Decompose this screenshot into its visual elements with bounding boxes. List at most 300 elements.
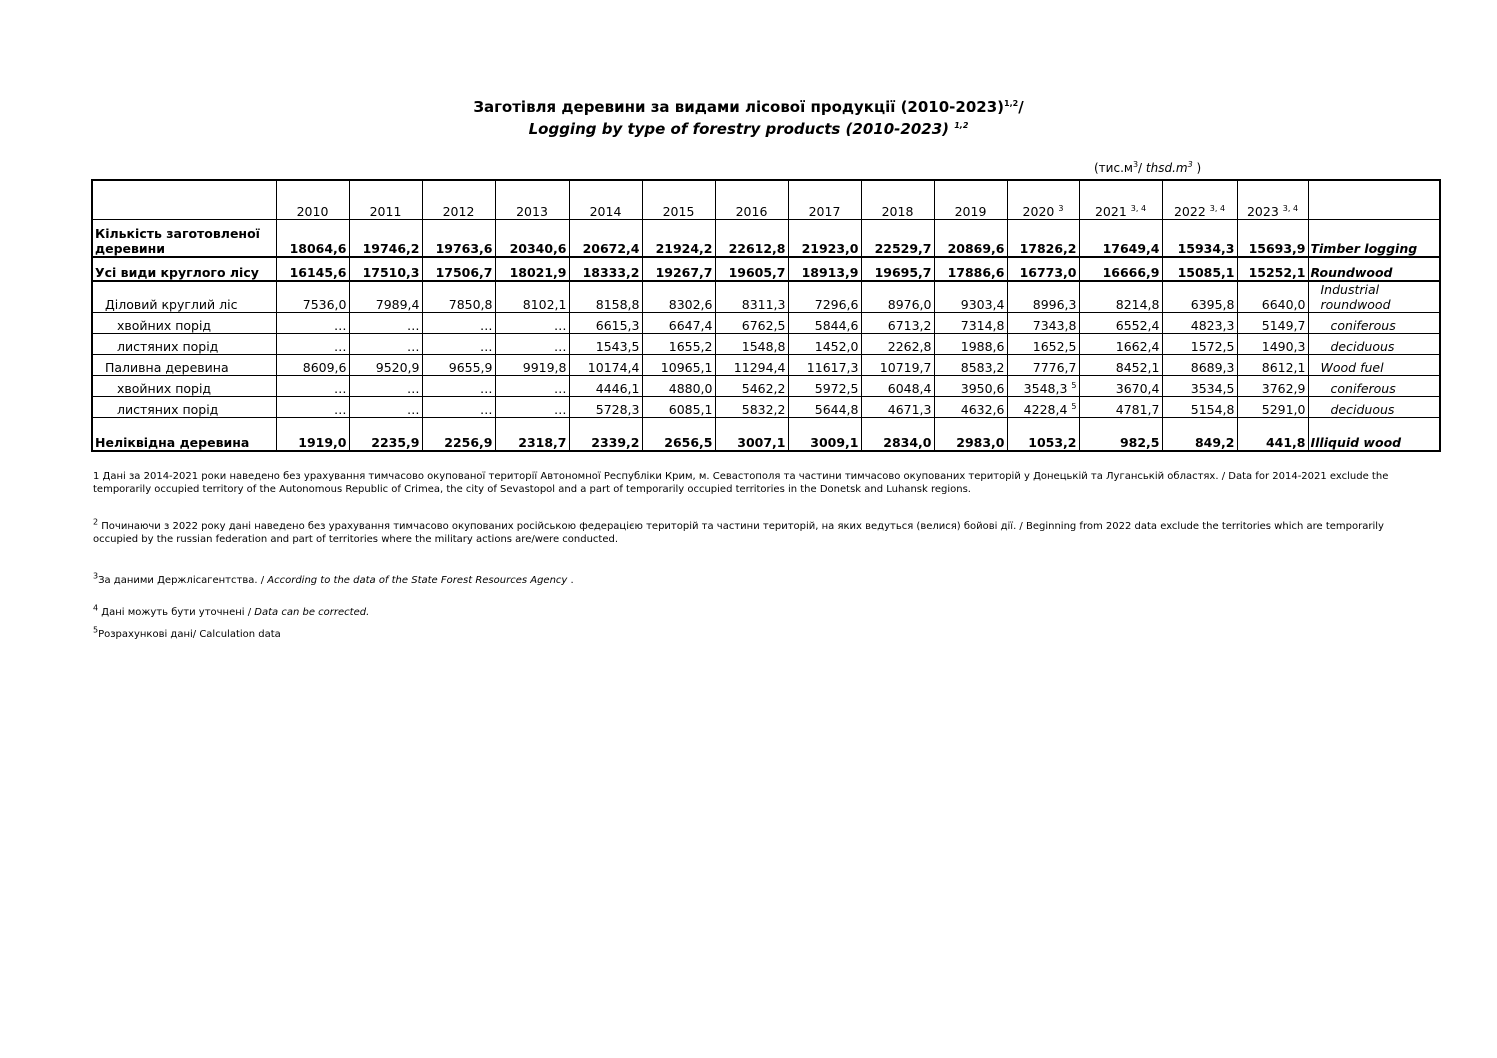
cell-value: 5462,2 (741, 381, 786, 396)
cell-value: 8452,1 (1115, 360, 1160, 375)
cell-value: 2339,2 (591, 435, 640, 450)
row-label-en: deciduous (1308, 334, 1440, 355)
cell-value: 8311,3 (741, 297, 786, 312)
row-label-ua: хвойних порід (92, 376, 276, 397)
cell-value: 2262,8 (887, 339, 932, 354)
value-cell (1079, 334, 1162, 355)
value-cell (422, 281, 495, 313)
value-cell (715, 257, 788, 281)
cell-value: 1543,5 (595, 339, 640, 354)
year-header (495, 180, 569, 220)
value-cell (495, 334, 569, 355)
value-cell (349, 397, 422, 418)
table-row (92, 313, 1440, 334)
cell-value: 1652,5 (1032, 339, 1077, 354)
value-cell (715, 397, 788, 418)
cell-value: 18333,2 (582, 265, 640, 280)
cell-value: 8689,3 (1190, 360, 1235, 375)
value-cell (1162, 397, 1237, 418)
cell-value: 2983,0 (956, 435, 1005, 450)
cell-value: 6713,2 (887, 318, 932, 333)
cell-value: … (334, 381, 347, 396)
year-header (642, 180, 715, 220)
value-cell (861, 220, 934, 258)
cell-value: 2235,9 (371, 435, 420, 450)
cell-value: … (480, 339, 493, 354)
header-en-cell (1308, 180, 1440, 220)
value-cell (495, 397, 569, 418)
value-cell (1079, 313, 1162, 334)
cell-note-ref: 5 (1071, 380, 1077, 390)
cell-value: … (407, 339, 420, 354)
year-label: 2015 (662, 204, 695, 219)
year-header (1079, 180, 1162, 220)
year-header (422, 180, 495, 220)
table-row (92, 418, 1440, 452)
value-cell (276, 281, 349, 313)
year-header (276, 180, 349, 220)
value-cell (642, 220, 715, 258)
table-row (92, 220, 1440, 258)
value-cell (934, 397, 1007, 418)
row-label-ua: Паливна деревина (92, 355, 276, 376)
cell-value: 3950,6 (960, 381, 1005, 396)
year-label: 2016 (735, 204, 768, 219)
cell-value: 10719,7 (879, 360, 932, 375)
value-cell (788, 220, 861, 258)
value-cell (349, 281, 422, 313)
value-cell (715, 376, 788, 397)
units-label: ($тис.м^3/$ $thsd.m^3$ ) (1094, 160, 1202, 175)
value-cell (1079, 281, 1162, 313)
cell-value: 3534,5 (1190, 381, 1235, 396)
value-cell (422, 376, 495, 397)
value-cell (715, 418, 788, 452)
row-label-en: coniferous (1308, 376, 1440, 397)
cell-value: 17886,6 (947, 265, 1005, 280)
cell-value: 4823,3 (1190, 318, 1235, 333)
value-cell (276, 257, 349, 281)
value-cell (1237, 281, 1308, 313)
cell-value: 1053,2 (1028, 435, 1077, 450)
year-header (349, 180, 422, 220)
value-cell (934, 418, 1007, 452)
row-label-ua: листяних порід (92, 397, 276, 418)
cell-value: 5832,2 (741, 402, 786, 417)
cell-value: 8996,3 (1032, 297, 1077, 312)
value-cell (1237, 397, 1308, 418)
footnote-4: $^4$ Дані можуть бути уточнені / Data can be corrected. (93, 603, 370, 618)
value-cell (422, 355, 495, 376)
table-row (92, 355, 1440, 376)
table-row (92, 334, 1440, 355)
row-label-ua: Усі види круглого лісу (92, 257, 276, 281)
value-cell (422, 418, 495, 452)
value-cell (276, 376, 349, 397)
table-row (92, 257, 1440, 281)
cell-value: 15934,3 (1177, 241, 1235, 256)
year-label: 2010 (296, 204, 329, 219)
value-cell (1162, 281, 1237, 313)
year-label: 2019 (954, 204, 987, 219)
cell-value: 19695,7 (874, 265, 932, 280)
cell-value: 6647,4 (668, 318, 713, 333)
row-label-en: Wood fuel (1308, 355, 1440, 376)
footnote-5: $^5$Розрахункові дані/ Calculation data (93, 625, 281, 640)
value-cell (1237, 220, 1308, 258)
value-cell (934, 257, 1007, 281)
value-cell (1162, 313, 1237, 334)
value-cell (642, 334, 715, 355)
value-cell (276, 397, 349, 418)
cell-value: 8158,8 (595, 297, 640, 312)
value-cell (569, 397, 642, 418)
value-cell (422, 257, 495, 281)
value-cell (642, 257, 715, 281)
footnote-3: $^3$За даними Держлісагентства. / According to the data of the State Forest Resources Agency . (93, 571, 574, 586)
value-cell (422, 397, 495, 418)
value-cell (422, 313, 495, 334)
cell-value: 16773,0 (1019, 265, 1077, 280)
value-cell (1079, 355, 1162, 376)
cell-value: 849,2 (1194, 435, 1235, 450)
value-cell (495, 418, 569, 452)
row-label-ua: листяних порід (92, 334, 276, 355)
cell-value: 6640,0 (1261, 297, 1306, 312)
cell-value: 3762,9 (1261, 381, 1306, 396)
value-cell (642, 418, 715, 452)
table-row (92, 376, 1440, 397)
value-cell (788, 281, 861, 313)
value-cell (569, 257, 642, 281)
value-cell (495, 281, 569, 313)
year-header (569, 180, 642, 220)
cell-value: 4781,7 (1115, 402, 1160, 417)
cell-value: 3670,4 (1115, 381, 1160, 396)
cell-value: 16145,6 (289, 265, 347, 280)
value-cell (715, 313, 788, 334)
value-cell (569, 376, 642, 397)
cell-value: 8609,6 (302, 360, 347, 375)
cell-value: 7296,6 (814, 297, 859, 312)
value-cell (934, 313, 1007, 334)
value-cell (1007, 313, 1079, 334)
value-cell (495, 257, 569, 281)
table-header-row (92, 180, 1440, 220)
value-cell (788, 334, 861, 355)
value-cell (861, 334, 934, 355)
cell-value: 6552,4 (1115, 318, 1160, 333)
value-cell (642, 313, 715, 334)
cell-value: 1452,0 (814, 339, 859, 354)
cell-value: 6762,5 (741, 318, 786, 333)
cell-value: 1490,3 (1261, 339, 1306, 354)
cell-value: … (480, 402, 493, 417)
cell-value: … (334, 339, 347, 354)
cell-value: 7536,0 (302, 297, 347, 312)
cell-value: 1988,6 (960, 339, 1005, 354)
cell-value: 8583,2 (960, 360, 1005, 375)
value-cell (861, 397, 934, 418)
cell-value: … (407, 381, 420, 396)
value-cell (1162, 355, 1237, 376)
year-label: 2023 (1246, 204, 1279, 219)
footnote-2: $^2$ Починаючи з 2022 року дані наведено без урахування тимчасово окупованих російською федерацією територій та частини територій, на яких ведуться (велися) бойові дії. / Beginning from 2022 data exclude the territories which are temporarily occupied by the russian federation and part of territories where the military actions are/were conducted. (93, 517, 1384, 545)
cell-value: 15252,1 (1248, 265, 1306, 280)
year-header (788, 180, 861, 220)
year-label: 2018 (881, 204, 914, 219)
value-cell (276, 313, 349, 334)
value-cell (349, 257, 422, 281)
cell-value: 20869,6 (947, 241, 1005, 256)
title-ua: Заготівля деревини за видами лісової продукції (2010-2023)$^{1,2}$/ (473, 98, 1024, 116)
cell-value: 15085,1 (1177, 265, 1235, 280)
cell-value: 1572,5 (1190, 339, 1235, 354)
value-cell (495, 313, 569, 334)
value-cell (1007, 418, 1079, 452)
cell-value: 3009,1 (810, 435, 859, 450)
cell-value: 10965,1 (660, 360, 713, 375)
value-cell (276, 355, 349, 376)
cell-value: 7989,4 (375, 297, 420, 312)
cell-value: 11617,3 (806, 360, 859, 375)
cell-value: 4228,4 (1023, 402, 1068, 417)
value-cell (1079, 257, 1162, 281)
cell-value: 22529,7 (874, 241, 932, 256)
value-cell (1237, 257, 1308, 281)
cell-value: 3548,3 (1023, 381, 1068, 396)
value-cell (934, 281, 1007, 313)
cell-value: … (480, 318, 493, 333)
value-cell (1007, 355, 1079, 376)
cell-value: 8102,1 (522, 297, 567, 312)
cell-value: 19746,2 (362, 241, 420, 256)
cell-value: 3007,1 (737, 435, 786, 450)
row-label-en: Roundwood (1308, 257, 1440, 281)
year-label: 2022 (1173, 204, 1206, 219)
year-label: 2011 (369, 204, 402, 219)
value-cell (569, 281, 642, 313)
cell-value: … (554, 402, 567, 417)
value-cell (715, 355, 788, 376)
cell-value: 4880,0 (668, 381, 713, 396)
cell-value: 5844,6 (814, 318, 859, 333)
value-cell (1162, 334, 1237, 355)
value-cell (788, 313, 861, 334)
value-cell (1237, 376, 1308, 397)
row-label-en: Timber logging (1308, 220, 1440, 258)
value-cell (569, 355, 642, 376)
row-label-en: Illiquid wood (1308, 418, 1440, 452)
cell-value: 9919,8 (522, 360, 567, 375)
cell-value: 1655,2 (668, 339, 713, 354)
cell-value: 5644,8 (814, 402, 859, 417)
year-label: 2020 (1022, 204, 1055, 219)
value-cell (1162, 257, 1237, 281)
cell-value: 6395,8 (1190, 297, 1235, 312)
value-cell (1007, 220, 1079, 258)
cell-value: 11294,4 (733, 360, 786, 375)
value-cell (1007, 376, 1079, 397)
cell-value: 17510,3 (362, 265, 420, 280)
cell-value: 8302,6 (668, 297, 713, 312)
year-header (934, 180, 1007, 220)
footnote-1: 1 Дані за 2014-2021 роки наведено без урахування тимчасово окупованої території Автономної Республіки Крим, м. Севастополя та частини тимчасово окупованих територій у Донецькій та Луганській областях. / Data for 2014-2021 exclude the temporarily occupied territory of the Autonomous Republic of Crimea, the city of Sevastopol and a part of temporarily occupied territories in the Donetsk and Luhansk regions. (93, 471, 1389, 495)
value-cell (569, 418, 642, 452)
title-en: Logging by type of forestry products (2010-2023) $^{1,2}$ (528, 120, 969, 138)
cell-value: … (334, 318, 347, 333)
value-cell (1007, 257, 1079, 281)
cell-value: 9655,9 (448, 360, 493, 375)
value-cell (715, 220, 788, 258)
value-cell (349, 334, 422, 355)
year-label: 2013 (516, 204, 548, 219)
cell-value: 9303,4 (960, 297, 1005, 312)
cell-value: … (407, 318, 420, 333)
year-label: 2012 (442, 204, 475, 219)
cell-value: … (334, 402, 347, 417)
year-header (1237, 180, 1308, 220)
year-note-ref: 3, 4 (1282, 203, 1299, 213)
cell-value: 7343,8 (1032, 318, 1077, 333)
cell-value: 20672,4 (582, 241, 640, 256)
value-cell (569, 313, 642, 334)
value-cell (1237, 334, 1308, 355)
value-cell (642, 355, 715, 376)
table-row (92, 281, 1440, 313)
cell-value: 19605,7 (728, 265, 786, 280)
row-label-ua: хвойних порід (92, 313, 276, 334)
cell-value: 5291,0 (1261, 402, 1306, 417)
value-cell (861, 313, 934, 334)
cell-value: 20340,6 (509, 241, 567, 256)
cell-value: 5149,7 (1261, 318, 1306, 333)
year-label: 2017 (808, 204, 841, 219)
cell-value: 8976,0 (887, 297, 932, 312)
year-header (861, 180, 934, 220)
cell-value: 7850,8 (448, 297, 493, 312)
year-header (1162, 180, 1237, 220)
cell-value: 6615,3 (595, 318, 640, 333)
cell-value: 8612,1 (1261, 360, 1306, 375)
cell-value: 22612,8 (728, 241, 786, 256)
value-cell (861, 376, 934, 397)
row-label-en: Industrial roundwood (1308, 281, 1440, 313)
value-cell (861, 418, 934, 452)
value-cell (349, 355, 422, 376)
value-cell (276, 418, 349, 452)
value-cell (1237, 355, 1308, 376)
value-cell (642, 281, 715, 313)
value-cell (934, 334, 1007, 355)
row-label-ua: Діловий круглий ліс (92, 281, 276, 313)
cell-value: 5154,8 (1190, 402, 1235, 417)
cell-value: 2834,0 (883, 435, 932, 450)
value-cell (788, 257, 861, 281)
year-note-ref: 3 (1058, 203, 1064, 213)
cell-value: 4632,6 (960, 402, 1005, 417)
cell-value: 18913,9 (801, 265, 859, 280)
cell-value: 21923,0 (801, 241, 859, 256)
year-label: 2021 (1094, 204, 1127, 219)
cell-value: 2656,5 (664, 435, 713, 450)
value-cell (1162, 418, 1237, 452)
value-cell (1079, 376, 1162, 397)
cell-value: 1919,0 (298, 435, 347, 450)
row-label-en: coniferous (1308, 313, 1440, 334)
cell-value: 18021,9 (509, 265, 567, 280)
value-cell (934, 355, 1007, 376)
cell-value: 6085,1 (668, 402, 713, 417)
value-cell (788, 376, 861, 397)
cell-value: 17826,2 (1019, 241, 1077, 256)
cell-value: 21924,2 (655, 241, 713, 256)
value-cell (495, 376, 569, 397)
value-cell (349, 313, 422, 334)
cell-value: … (480, 381, 493, 396)
cell-value: 16666,9 (1102, 265, 1160, 280)
cell-value: 7776,7 (1032, 360, 1077, 375)
cell-value: 4446,1 (595, 381, 640, 396)
cell-value: 17649,4 (1102, 241, 1160, 256)
table-row (92, 397, 1440, 418)
year-header (715, 180, 788, 220)
cell-value: … (407, 402, 420, 417)
value-cell (1007, 334, 1079, 355)
cell-value: 1662,4 (1115, 339, 1160, 354)
value-cell (569, 334, 642, 355)
year-note-ref: 3, 4 (1209, 203, 1226, 213)
page-title (0, 96, 1497, 140)
cell-value: 2256,9 (444, 435, 493, 450)
cell-value: 19267,7 (655, 265, 713, 280)
value-cell (861, 281, 934, 313)
value-cell (1007, 281, 1079, 313)
value-cell (422, 334, 495, 355)
cell-note-ref: 5 (1071, 401, 1077, 411)
value-cell (861, 355, 934, 376)
cell-value: 8214,8 (1115, 297, 1160, 312)
value-cell (788, 355, 861, 376)
value-cell (642, 376, 715, 397)
cell-value: 1548,8 (741, 339, 786, 354)
cell-value: … (554, 339, 567, 354)
cell-value: … (554, 318, 567, 333)
value-cell (495, 355, 569, 376)
year-label: 2014 (589, 204, 622, 219)
cell-value: 982,5 (1119, 435, 1160, 450)
value-cell (1079, 397, 1162, 418)
cell-value: 6048,4 (887, 381, 932, 396)
value-cell (1162, 376, 1237, 397)
cell-value: … (554, 381, 567, 396)
value-cell (569, 220, 642, 258)
value-cell (349, 376, 422, 397)
value-cell (349, 220, 422, 258)
value-cell (276, 220, 349, 258)
cell-value: 19763,6 (435, 241, 493, 256)
row-label-ua: Кількість заготовленої деревини (92, 220, 276, 258)
value-cell (1162, 220, 1237, 258)
value-cell (1079, 220, 1162, 258)
value-cell (934, 220, 1007, 258)
cell-value: 9520,9 (375, 360, 420, 375)
value-cell (934, 376, 1007, 397)
value-cell (1237, 313, 1308, 334)
value-cell (1237, 418, 1308, 452)
cell-value: 2318,7 (518, 435, 567, 450)
value-cell (788, 397, 861, 418)
